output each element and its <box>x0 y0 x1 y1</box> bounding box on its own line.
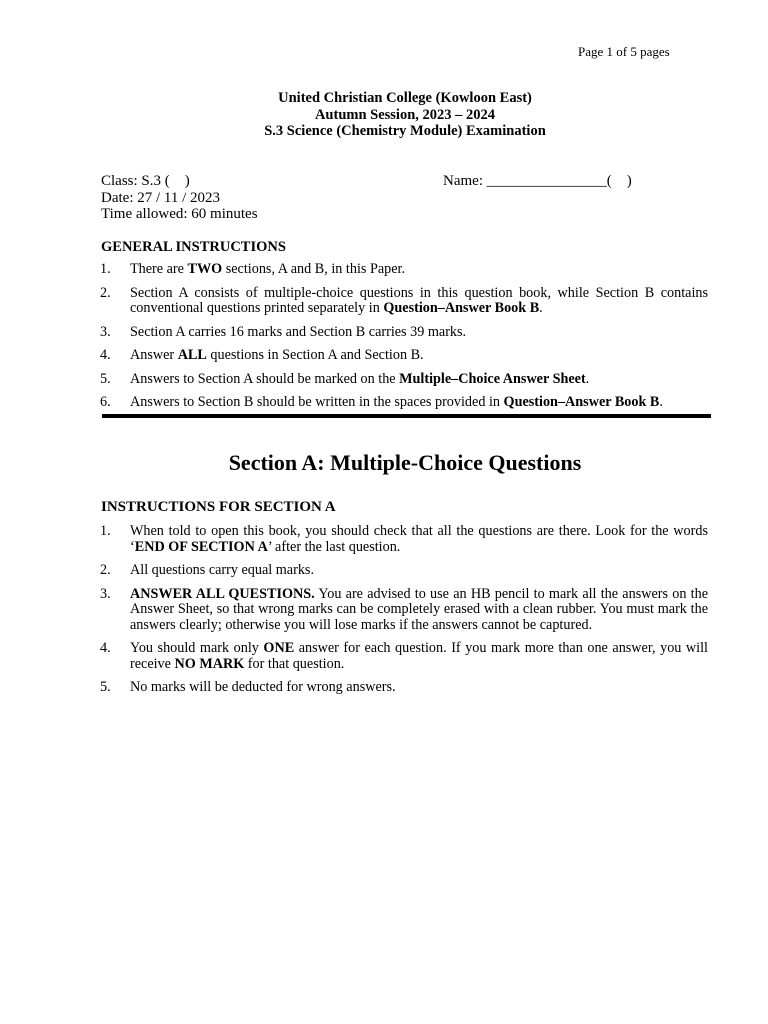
section-a-instruction-item-number: 4. <box>100 640 111 656</box>
section-a-instruction-item <box>100 587 708 634</box>
general-instruction-item-text: Answers to Section A should be marked on the <box>130 370 400 387</box>
section-a-instruction-item-text: You should mark only <box>130 640 264 656</box>
general-instruction-item-text: Answers to Section B should be written in the spaces provided in <box>130 394 504 410</box>
general-instruction-item-number: 6. <box>100 394 111 410</box>
session-title: Autumn Session, 2023 – 2024 <box>314 106 496 123</box>
section-a-instruction-item-number: 1. <box>100 523 111 539</box>
section-a-instruction-item-number: 2. <box>100 562 111 578</box>
general-instructions-heading: GENERAL INSTRUCTIONS <box>101 239 286 255</box>
section-a-instruction-item <box>100 680 708 696</box>
general-instruction-item-emphasis: Question–Answer Book B <box>383 300 540 316</box>
general-instruction-item <box>100 325 708 341</box>
section-a-instruction-item-text: for that question. <box>244 655 345 672</box>
general-instruction-item-number: 4. <box>100 347 111 363</box>
general-instruction-item-text: Section A carries 16 marks and Section B carries 39 marks. <box>130 323 467 340</box>
general-instruction-item-text: . <box>659 394 663 410</box>
general-instruction-item <box>100 372 708 388</box>
section-a-instruction-item-text: All questions carry equal marks. <box>130 562 314 578</box>
section-a-instructions-list <box>100 524 708 704</box>
general-instruction-item-number: 5. <box>100 370 111 387</box>
general-instruction-item-text: sections, A and B, in this Paper. <box>222 261 406 277</box>
date-field: Date: 27 / 11 / 2023 <box>101 189 221 206</box>
section-a-instruction-item-text: ’ after the last question. <box>267 538 401 555</box>
name-field: Name: ________________( ) <box>443 173 632 189</box>
general-instruction-item-text: Section A consists of multiple-choice questions in this question book, while Section B contains conventional questions printed separately in <box>130 284 708 316</box>
general-instructions-list <box>100 262 708 419</box>
section-a-instruction-item <box>100 563 708 579</box>
general-instruction-item-number: 3. <box>100 323 111 340</box>
general-instruction-item <box>100 262 708 278</box>
section-a-instruction-item-text: When told to open this book, you should check that all the questions are there. Look for the words ‘ <box>130 523 708 555</box>
general-instruction-item-text: questions in Section A and Section B. <box>206 347 424 363</box>
section-a-instruction-item-emphasis: ANSWER ALL QUESTIONS. <box>130 585 315 602</box>
general-instruction-item <box>100 348 708 364</box>
divider <box>102 414 711 418</box>
section-a-instruction-item-emphasis: NO MARK <box>174 655 245 672</box>
section-a-instruction-item-text: No marks will be deducted for wrong answers. <box>130 679 396 695</box>
general-instruction-item-number: 2. <box>100 284 111 301</box>
time-allowed: Time allowed: 60 minutes <box>101 206 258 222</box>
section-a-instruction-item <box>100 524 708 555</box>
section-a-instruction-item-text: You are advised to use an HB pencil to mark all the answers on the Answer Sheet, so that wrong marks can be completely erased with a clean rubber. You must mark the answers clearly; otherwise you will lose marks if the answers cannot be captured. <box>130 585 708 633</box>
general-instruction-item <box>100 395 708 411</box>
general-instruction-item-emphasis: TWO <box>187 261 223 277</box>
section-a-instruction-item-emphasis: END OF SECTION A <box>134 538 268 555</box>
general-instruction-item-text: Answer <box>130 347 178 363</box>
exam-title: S.3 Science (Chemistry Module) Examination <box>264 123 546 139</box>
general-instruction-item-emphasis: Multiple–Choice Answer Sheet <box>399 370 586 387</box>
general-instruction-item-emphasis: Question–Answer Book B <box>503 394 660 410</box>
general-instruction-item-emphasis: ALL <box>177 347 207 363</box>
general-instruction-item-text: . <box>539 300 543 316</box>
exam-header <box>100 90 710 140</box>
class-field: Class: S.3 ( ) <box>101 173 190 189</box>
section-a-instruction-item-emphasis: ONE <box>263 640 295 656</box>
general-instruction-item-number: 1. <box>100 261 111 277</box>
section-a-instruction-item-number: 3. <box>100 585 111 602</box>
section-a-title: Section A: Multiple-Choice Questions <box>228 450 582 475</box>
section-a-instruction-item <box>100 641 708 672</box>
school-name: United Christian College (Kowloon East) <box>278 90 532 106</box>
general-instruction-item <box>100 286 708 317</box>
section-a-instruction-item-number: 5. <box>100 679 111 695</box>
section-a-instruction-item-text: answer for each question. If you mark more than one answer, you will receive <box>130 640 708 672</box>
general-instruction-item-text: There are <box>130 261 188 277</box>
page-number: Page 1 of 5 pages <box>578 44 670 59</box>
general-instruction-item-text: . <box>585 370 590 387</box>
exam-meta <box>101 173 258 223</box>
section-a-instructions-heading: INSTRUCTIONS FOR SECTION A <box>101 499 336 515</box>
